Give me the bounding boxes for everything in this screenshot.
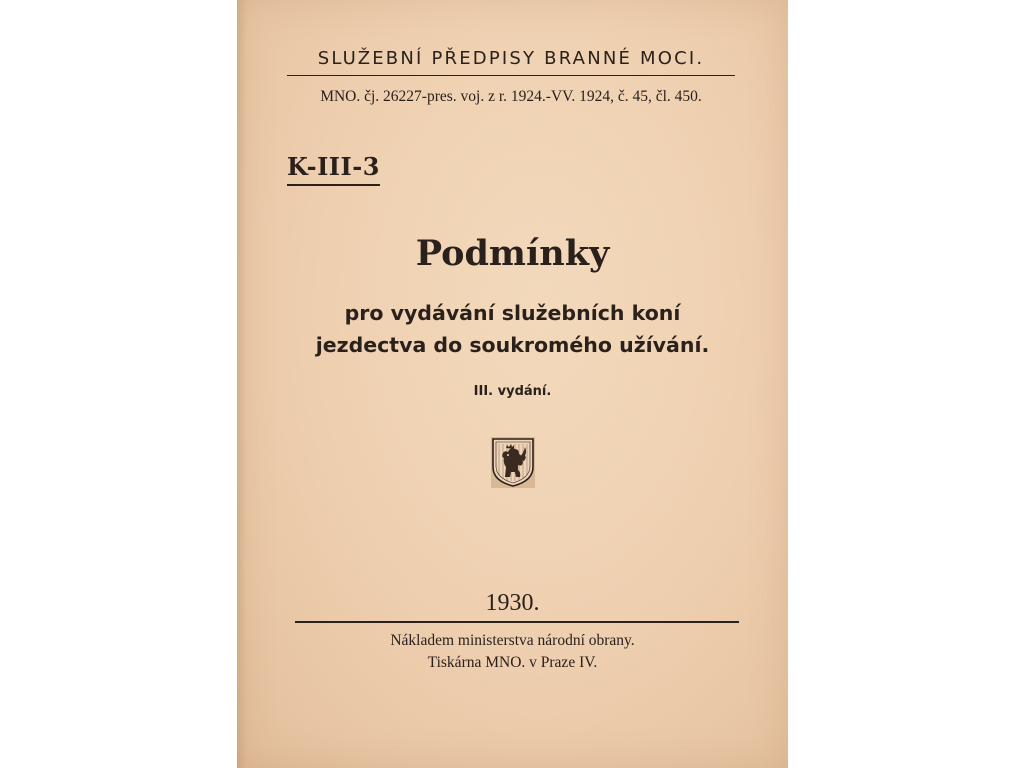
publication-year: 1930.	[485, 590, 540, 616]
document-title: Podmínky	[415, 233, 610, 274]
subtitle-line-2: jezdectva do soukromého užívání.	[315, 333, 710, 357]
printer-line: Tiskárna MNO. v Praze IV.	[427, 654, 598, 671]
subtitle-line-1: pro vydávání služebních koní	[344, 301, 681, 325]
reference-line: MNO. čj. 26227-pres. voj. z r. 1924.-VV. 1924, č. 45, čl. 450.	[320, 88, 702, 105]
document-code: K-III-3	[287, 152, 380, 186]
publisher-line: Nákladem ministerstva národní obrany.	[390, 632, 635, 649]
coat-of-arms-lion-icon	[491, 437, 535, 488]
footer-rule	[295, 621, 739, 623]
edition-label: III. vydání.	[473, 384, 552, 399]
series-header: SLUŽEBNÍ PŘEDPISY BRANNÉ MOCI.	[287, 46, 735, 76]
document-cover	[237, 0, 788, 768]
